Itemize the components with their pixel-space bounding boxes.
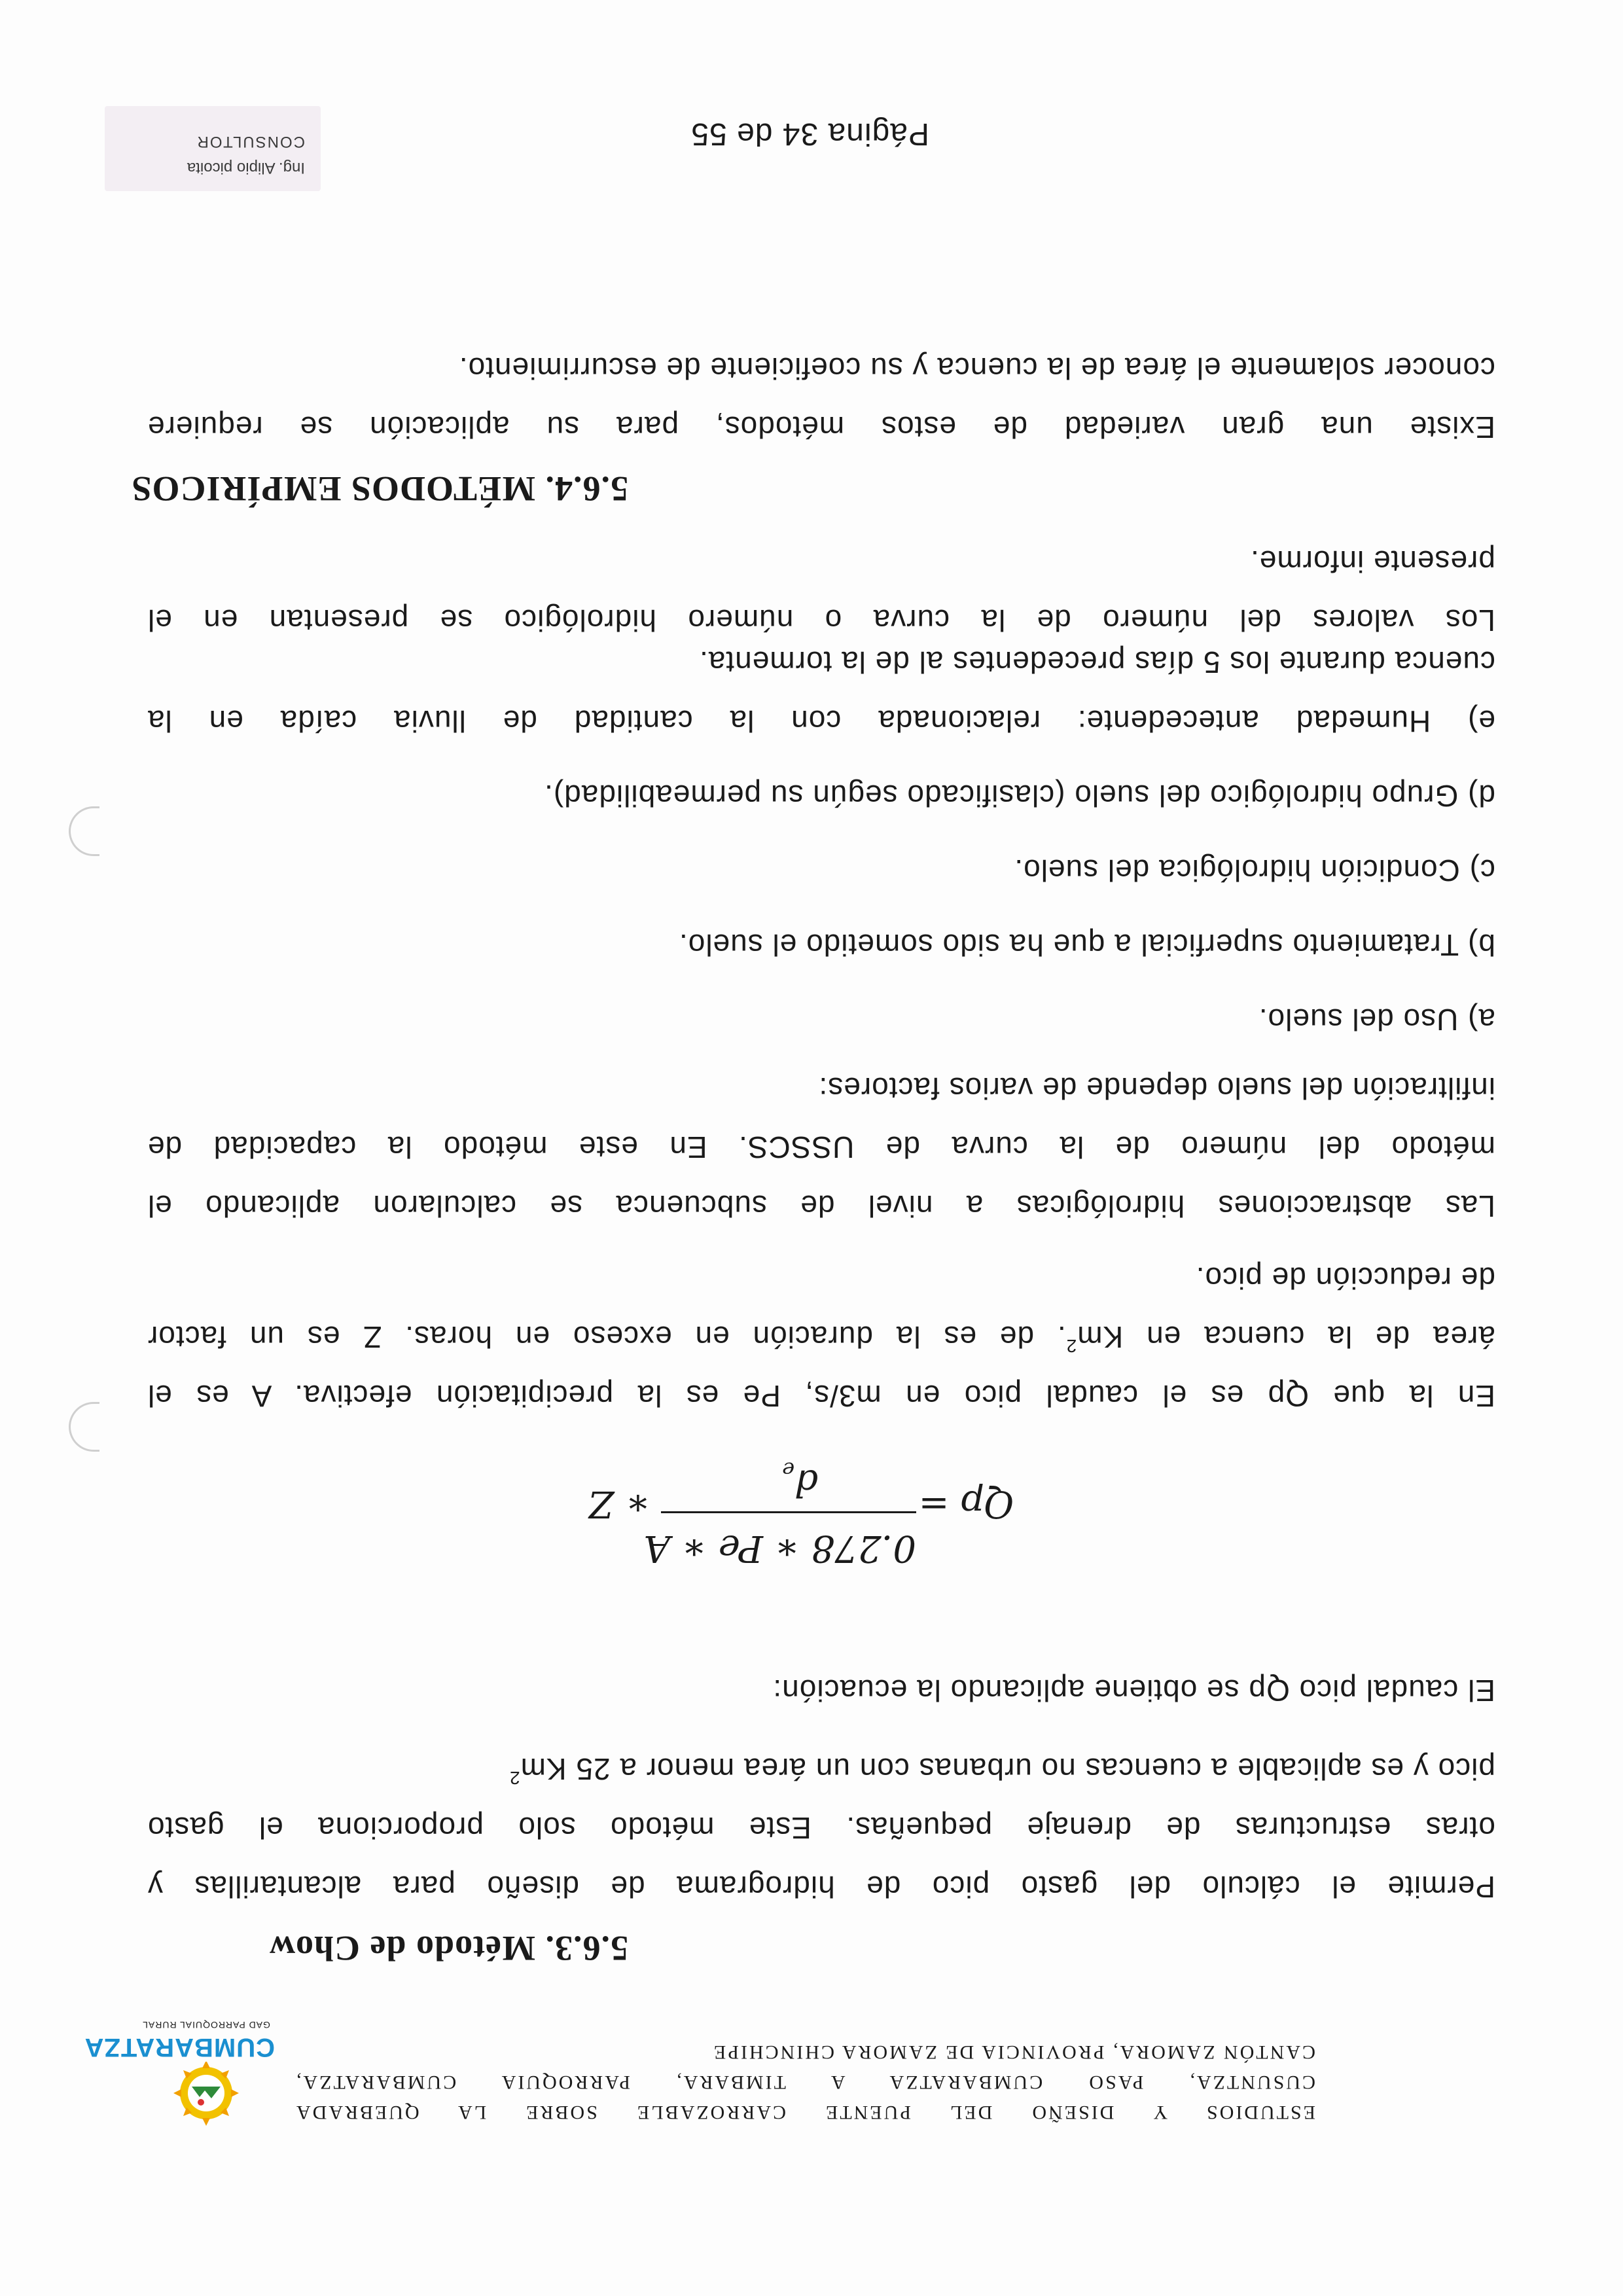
formula-lhs: Qp = [918, 1482, 1014, 1525]
fraction-bar [661, 1511, 916, 1513]
paragraph-line [147, 1308, 1495, 1367]
paragraph-line-text: . de es la duración en exceso en horas. Z es un factor [147, 1320, 1066, 1354]
formula-denominator [782, 1458, 818, 1504]
paragraph-line: de reducción de pico. [1195, 1261, 1495, 1295]
consultant-name: Ing. Alipio picoita [187, 159, 305, 177]
paragraph-chow-intro [147, 1740, 1495, 1916]
formula-denominator-sub: e [782, 1457, 795, 1482]
paragraph-line: Permite el cálculo del gasto pico de hidrograma de diseño para alcantarillas y [147, 1870, 1495, 1904]
factor-list [147, 633, 1495, 1049]
paragraph-line-text: pico y es aplicable a cuencas no urbanas con un área menor a 25 Km [520, 1752, 1495, 1786]
project-title-line: ESTUDIOS Y DISEÑO DEL PUENTE CARROZABLE SOBRE LA QUEBRADA [294, 2102, 1315, 2123]
formula-denominator-base: d [794, 1462, 818, 1504]
logo-name: CUMBARATZA [84, 2033, 275, 2062]
formula-factor: ∗ Z [588, 1482, 651, 1525]
paragraph-line-text: área de la cuenca en Km [1077, 1320, 1495, 1354]
paragraph-equation-intro [147, 1661, 1495, 1720]
paragraph-curve-number [147, 532, 1495, 650]
logo-tagline: GAD PARROQUIAL RURAL [142, 2020, 270, 2030]
paragraph-line: Existe una gran variedad de estos métodos, para su aplicación se requiere [147, 410, 1495, 444]
project-title [294, 2037, 1315, 2127]
section-heading-metodo-chow: 5.6.3. Método de Chow [269, 1929, 628, 1968]
paragraph-line: El caudal pico Qp se obtiene aplicando la ecuación: [772, 1674, 1495, 1708]
factor-item-a: a) Uso del suelo. [1258, 1003, 1495, 1037]
project-title-line: CANTÓN ZAMORA, PROVINCIA DE ZAMORA CHINCHIPE [711, 2041, 1315, 2063]
factor-item-b: b) Tratamiento superficial a que ha sido sometido el suelo. [679, 928, 1495, 962]
paragraph-line: infiltración del suelo depende de varios factores: [818, 1071, 1495, 1105]
paragraph-line: En la que Qp es el caudal pico en m3/s, Pe es la precipitación efectiva. A es el [147, 1379, 1495, 1413]
punch-hole-mark [69, 1402, 99, 1452]
paragraph-line: otras estructuras de drenaje pequeñas. Este método solo proporciona el gasto [147, 1811, 1495, 1845]
project-title-line: CUSUNTZA, PASO CUMBARATZA A TIMBARA, PARROQUIA CUMBARATZA, [294, 2072, 1315, 2093]
superscript: 2 [509, 1768, 520, 1789]
paragraph-formula-variables [147, 1249, 1495, 1426]
sun-emblem-icon [137, 2062, 275, 2127]
factor-item-d: d) Grupo hidrológico del suelo (clasificado según su permeabilidad). [544, 779, 1495, 813]
formula-numerator: 0.278 ∗ Pe ∗ A [643, 1527, 916, 1570]
section-heading-metodos-empiricos: 5.6.4. MÉTODOS EMPÍRICOS [131, 469, 628, 509]
paragraph-line: Las abstracciones hidrológicas a nivel de subcuenca se calcularon aplicando el [147, 1189, 1495, 1223]
paragraph-empirical-methods [147, 339, 1495, 457]
page-number: Página 34 de 55 [690, 117, 929, 151]
factor-item-e-continued: cuenca durante los 5 días precedentes al de la tormenta. [699, 645, 1495, 679]
paragraph-line [147, 1740, 1495, 1799]
paragraph-abstractions [147, 1059, 1495, 1236]
paragraph-line: conocer solamente el área de la cuenca y su coeficiente de escurrimiento. [458, 351, 1495, 386]
factor-item-c: c) Condición hidrológica del suelo. [1014, 853, 1495, 888]
paragraph-line: método del número de la curva de USSCS. En este método la capacidad de [147, 1130, 1495, 1164]
superscript: 2 [1065, 1336, 1077, 1357]
punch-hole-mark [69, 806, 99, 856]
consultant-stamp [105, 106, 321, 191]
chow-formula [294, 1432, 1014, 1583]
factor-item-e: e) Humedad antecedente: relacionada con la cantidad de lluvia caída en la [147, 704, 1495, 738]
document-header [84, 2003, 1315, 2127]
cumbaratza-logo [84, 2003, 275, 2127]
paragraph-line: presente informe. [1250, 545, 1495, 579]
consultant-title: CONSULTOR [196, 133, 305, 151]
paragraph-line: Los valores del número de la curva o número hidrológico se presentan en el [147, 603, 1495, 637]
